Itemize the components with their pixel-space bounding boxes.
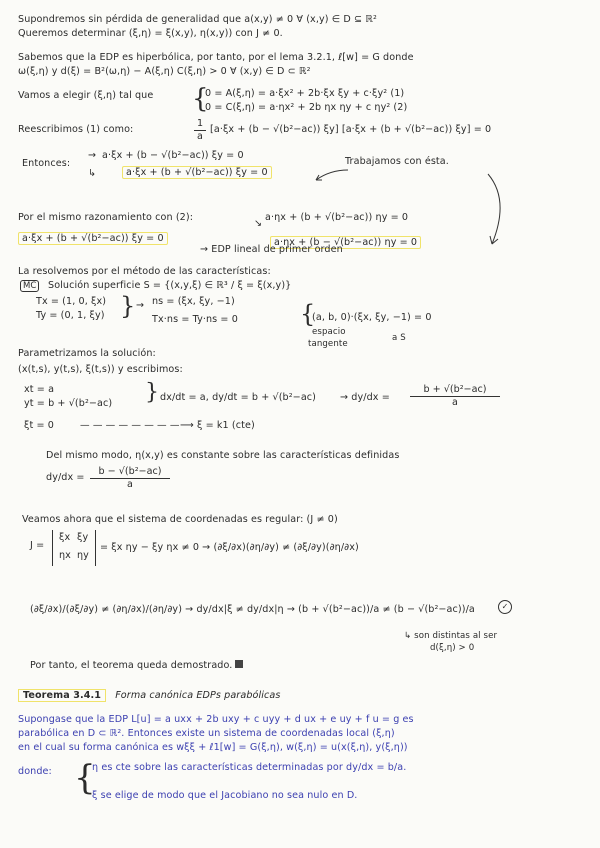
distinct-note-2: d(ξ,η) > 0 [430,643,475,653]
then-arrow-bottom: ↳ [88,168,97,179]
jacobian-m11: ξx [59,532,71,543]
theorem-brace: { [74,758,96,798]
system-eq-2: 0 = C(ξ,η) = a·ηx² + 2b ηx ηy + c ηy² (2) [205,102,408,113]
then-arrow-top: → [88,150,97,161]
param-constant: ⟶ ξ = k1 (cte) [180,420,255,431]
conclusion-text: Por tanto, el teorema queda demostrado. [30,660,233,671]
tangent-x: Tx = (1, 0, ξx) [36,296,107,307]
theorem-heading [18,690,280,701]
param-dydx-fraction [410,384,500,408]
check-mark-symbol: ✓ [498,600,512,614]
system-eq-1: 0 = A(ξ,η) = a·ξx² + 2b·ξx ξy + c·ξy² (1) [205,88,405,99]
tangent-brace: } [120,292,136,320]
fraction-numerator: 1 [194,118,206,131]
then-eq-2-highlighted: a·ξx + (b + √(b²−ac)) ξy = 0 [122,166,272,179]
same-dydx-numerator: b − √(b²−ac) [90,466,170,479]
same-dydx-fraction [90,466,170,490]
analog-line: Por el mismo razonamiento con (2): [18,212,194,223]
system-brace: { [192,84,209,114]
normal-vector: ns = (ξx, ξy, −1) [152,296,235,307]
param-dydx-lhs: → dy/dx = [340,392,390,403]
normal-arrow: → [136,300,145,311]
param-derivatives: dx/dt = a, dy/dt = b + √(b²−ac) [160,392,317,403]
jacobian-expansion: = ξx ηy − ξy ηx ≠ 0 → (∂ξ/∂x)(∂η/∂y) ≠ (∂ξ/∂y)(∂η/∂x) [100,542,359,553]
mc-surface-line: Solución superficie S = {(x,y,ξ) ∈ ℝ³ / ξ = ξ(x,y)} [48,280,292,291]
theorem-name: Forma canónica EDPs parabólicas [115,690,281,701]
check-icon [498,600,512,614]
qed-square-icon [235,660,243,668]
tangent-y: Ty = (0, 1, ξy) [36,310,105,321]
orthogonality: Tx·ns = Ty·ns = 0 [152,314,238,325]
rewrite-label: Reescribimos (1) como: [18,124,134,135]
plane-equation: (a, b, 0)·(ξx, ξy, −1) = 0 [312,312,432,323]
work-with-this-note: Trabajamos con ésta. [345,156,449,167]
jacobian-m22: ηy [77,550,89,561]
jacobian-matrix [52,530,96,566]
tangent-space-label-2: tangente [308,339,348,349]
one-over-a-fraction [194,118,206,142]
analog-eq-1: a·ηx + (b + √(b²−ac)) ηy = 0 [265,212,409,223]
analog-arrow: ↘ [254,218,263,229]
intro-line-1: Supondremos sin pérdida de generalidad que a(x,y) ≠ 0 ∀ (x,y) ∈ D ⊆ ℝ² [18,14,377,25]
mc-tag [20,280,39,292]
theorem-condition-1: η es cte sobre las características determinadas por dy/dx = b/a. [92,762,407,773]
param-yt: yt = b + √(b²−ac) [24,398,113,409]
jacobian-m12: ξy [77,532,89,543]
to-surface-label: a S [392,333,406,343]
curved-link-arrow-icon [484,170,514,250]
jacobian-intro: Veamos ahora que el sistema de coordenadas es regular: (J ≠ 0) [22,514,338,525]
param-connector: — — — — — — — — [80,420,180,431]
theorem-line-3: en el cual su forma canónica es wξξ + ℓ1[w] = G(ξ,η), w(ξ,η) = u(x(ξ,η), y(ξ,η)) [18,742,408,753]
conclusion-line [30,660,243,671]
param-et: ξt = 0 [24,420,54,431]
param-line-1: Parametrizamos la solución: [18,348,156,359]
tangent-space-label-1: espacio [312,327,346,337]
factored-equation: [a·ξx + (b − √(b²−ac)) ξy] [a·ξx + (b + √(b²−ac)) ξy] = 0 [210,124,492,135]
same-dydx-lhs: dy/dx = [46,472,85,483]
same-line: Del mismo modo, η(x,y) es constante sobre las características definidas [46,450,400,461]
intro-line-3: Sabemos que la EDP es hiperbólica, por tanto, por el lema 3.2.1, ℓ[w] = G donde [18,52,414,63]
theorem-title: Teorema 3.4.1 [18,689,106,702]
jacobian-ratio: (∂ξ/∂x)/(∂ξ/∂y) ≠ (∂η/∂x)/(∂η/∂y) → dy/dx|ξ ≠ dy/dx|η → (b + √(b²−ac))/a ≠ (b − √(b²−ac))/a [30,604,475,615]
param-dydx-denominator: a [452,396,458,408]
param-xt: xt = a [24,384,55,395]
intro-line-5: Vamos a elegir (ξ,η) tal que [18,90,154,101]
param-brace: } [145,380,159,405]
analog-eq-2-highlighted: a·ηx + (b − √(b²−ac)) ηy = 0 [270,236,421,249]
theorem-condition-2: ξ se elige de modo que el Jacobiano no sea nulo en D. [92,790,358,801]
fraction-denominator: a [197,130,203,142]
mc-tag-label: MC [20,280,39,292]
note-arrow-icon [310,166,350,186]
theorem-where: donde: [18,766,52,777]
characteristics-intro: La resolvemos por el método de las características: [18,266,271,277]
intro-line-2: Queremos determinar (ξ,η) = ξ(x,y), η(x,y)) con J ≠ 0. [18,28,283,39]
plane-brace: { [300,300,316,328]
param-dydx-numerator: b + √(b²−ac) [410,384,500,397]
theorem-line-1: Supongase que la EDP L[u] = a uxx + 2b uxy + c uyy + d ux + e uy + f u = g es [18,714,414,725]
intro-line-4: ω(ξ,η) y d(ξ) = B²(ω,η) − A(ξ,η) C(ξ,η) > 0 ∀ (x,y) ∈ D ⊂ ℝ² [18,66,311,77]
same-dydx-denominator: a [127,478,133,490]
then-eq-1: a·ξx + (b − √(b²−ac)) ξy = 0 [102,150,244,161]
boxed-linear-equation: a·ξx + (b + √(b²−ac)) ξy = 0 [18,232,168,245]
param-line-2: (x(t,s), y(t,s), ξ(t,s)) y escribimos: [18,364,183,375]
then-label: Entonces: [22,158,71,169]
theorem-line-2: parabólica en D ⊂ ℝ². Entonces existe un sistema de coordenadas local (ξ,η) [18,728,395,739]
distinct-note-1: ↳ son distintas al ser [404,631,498,641]
jacobian-m21: ηx [59,550,71,561]
first-order-note: → EDP lineal de primer orden [200,244,343,255]
jacobian-label: J = [30,540,45,551]
